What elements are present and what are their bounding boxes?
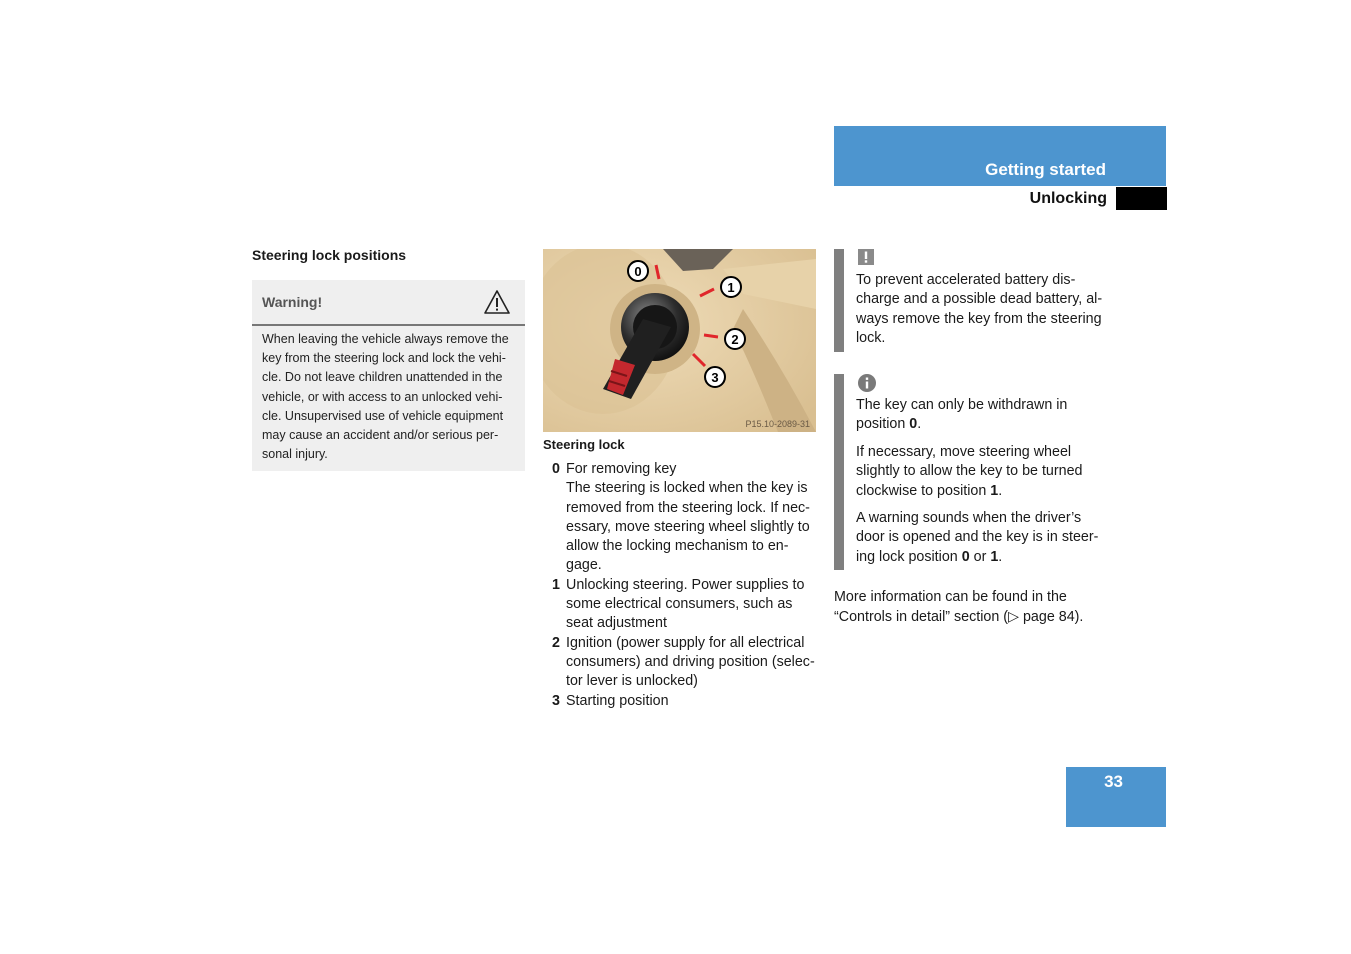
position-list xyxy=(543,460,820,711)
note-bar xyxy=(834,249,844,352)
position-item-1 xyxy=(543,576,820,634)
svg-text:0: 0 xyxy=(634,264,642,279)
marker-1 xyxy=(721,277,741,297)
info-note xyxy=(834,374,1109,570)
warning-triangle-icon xyxy=(483,289,511,315)
page-number: 33 xyxy=(1104,772,1123,791)
position-item-3 xyxy=(543,692,820,711)
info-paragraph: A warning sounds when the driver’s door is opened and the key is in steer-ing lock position 0 or 1. xyxy=(856,510,1099,565)
position-number: 0 xyxy=(552,461,560,477)
position-title: Ignition (power supply for all electrical consumers) and driving position (selec-tor lever is unlocked) xyxy=(566,634,815,690)
info-icon xyxy=(858,374,876,392)
position-number: 2 xyxy=(552,634,560,651)
page-number-box xyxy=(1066,767,1166,827)
position-item-2 xyxy=(543,634,820,692)
warning-label: Warning! xyxy=(262,294,323,310)
figure-caption: Steering lock xyxy=(543,437,625,452)
svg-text:3: 3 xyxy=(711,370,719,385)
more-info-text: More information can be found in the “Controls in detail” section (▷ page 84). xyxy=(834,589,1084,625)
warning-text: When leaving the vehicle always remove the key from the steering lock and lock the vehi-cle. Do not leave children unattended in the vehicle, or with access to an unlocked vehi-cle. Unsupervised use of vehicle equipment may cause an accident and/or serious per-sonal injury. xyxy=(262,332,509,462)
chapter-title: Getting started xyxy=(985,160,1106,179)
chapter-band xyxy=(834,126,1166,186)
exclamation-icon xyxy=(858,249,874,265)
info-text xyxy=(856,396,1108,575)
caution-text: To prevent accelerated battery dis-charge and a possible dead battery, al-ways remove the key from the steering lock. xyxy=(856,272,1103,347)
section-title: Unlocking xyxy=(1029,190,1107,207)
position-title: Starting position xyxy=(566,692,669,709)
position-detail: The steering is locked when the key is removed from the steering lock. If nec-essary, move steering wheel slightly to allow the locking mechanism to en-gage. xyxy=(566,480,810,574)
info-paragraph: The key can only be withdrawn in position 0. xyxy=(856,397,1068,433)
warning-box xyxy=(252,280,525,471)
steering-lock-figure xyxy=(543,249,816,432)
page-heading: Steering lock positions xyxy=(252,247,407,263)
position-title: Unlocking steering. Power supplies to some electrical consumers, such as seat adjustment xyxy=(566,576,805,632)
info-paragraph: If necessary, move steering wheel slightly to allow the key to be turned clockwise to position 1. xyxy=(856,443,1083,499)
marker-2 xyxy=(725,329,745,349)
position-item-0 xyxy=(543,460,820,576)
position-number: 1 xyxy=(552,576,560,593)
figure-code: P15.10-2089-31 xyxy=(745,419,810,429)
note-bar xyxy=(834,374,844,570)
marker-0 xyxy=(628,261,648,281)
marker-3 xyxy=(705,367,725,387)
position-number: 3 xyxy=(552,692,560,709)
svg-text:2: 2 xyxy=(731,332,739,347)
position-title: For removing key xyxy=(566,461,677,477)
warning-header xyxy=(252,280,525,326)
steering-lock-illustration xyxy=(543,249,816,432)
caution-note xyxy=(834,249,1109,352)
svg-text:1: 1 xyxy=(727,280,735,295)
section-marker xyxy=(1116,187,1167,210)
